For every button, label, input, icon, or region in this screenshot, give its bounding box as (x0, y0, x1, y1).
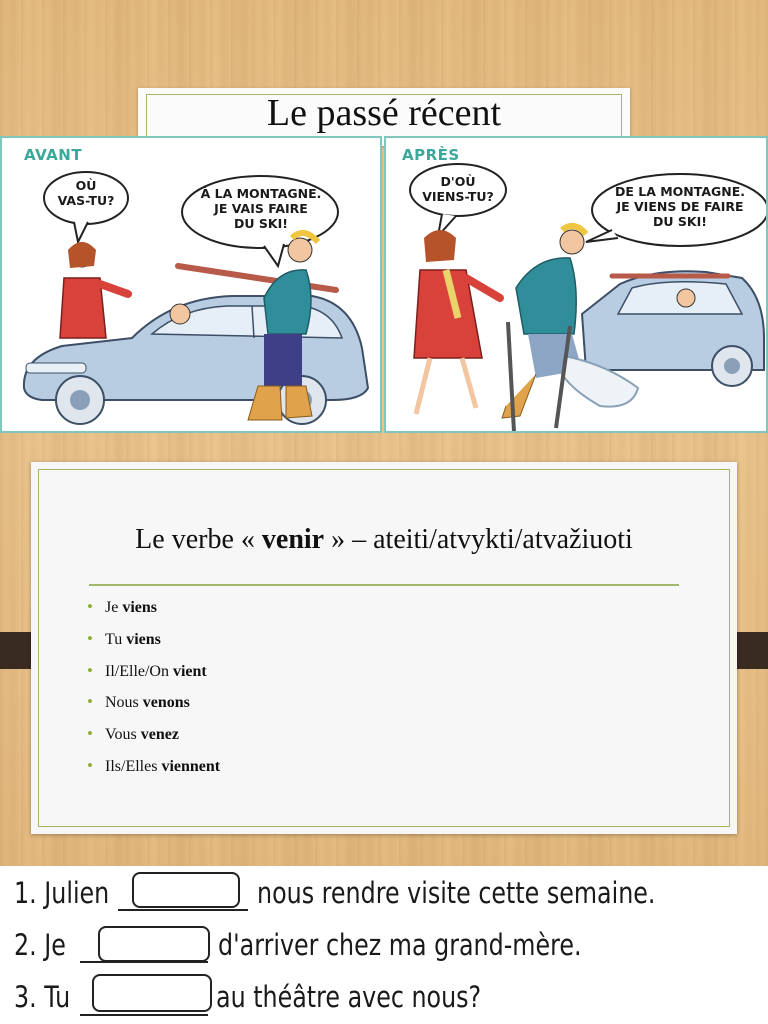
comic-panel-after (384, 136, 768, 433)
comic-panel-before (0, 136, 382, 433)
bubble-line: JE VIENS DE FAIRE (616, 199, 744, 214)
speech-bubble-de-la-montagne (596, 184, 764, 229)
bubble-line: VAS-TU? (57, 193, 115, 208)
bubble-line: DE LA MONTAGNE. (614, 184, 746, 199)
list-item (87, 631, 220, 663)
exercise-line-2-prefix: 2. Je (14, 928, 66, 962)
verb-form: venons (142, 694, 190, 712)
list-item (87, 758, 220, 790)
speech-bubble-ou-vas-tu (46, 178, 126, 208)
pronoun: Nous (105, 694, 143, 712)
verb-form: vient (172, 662, 207, 680)
exercise-line-3-prefix: 3. Tu (14, 980, 71, 1014)
page-title: Le passé récent (266, 92, 502, 134)
blank-underline (80, 1014, 208, 1016)
conjugation-list (87, 599, 220, 790)
bubble-line: DU SKI! (234, 216, 288, 231)
bubble-line: VIENS-TU? (422, 189, 494, 204)
verb-form: viens (122, 599, 157, 616)
bubble-line: DU SKI! (653, 214, 707, 229)
bubble-line: OÙ (75, 178, 97, 193)
bubble-line: D'OÙ (440, 174, 476, 189)
answer-box-3[interactable] (92, 974, 212, 1012)
panel-label-apres: APRÈS (402, 146, 460, 164)
list-item (87, 599, 220, 631)
bubble-line: JE VAIS FAIRE (214, 201, 308, 216)
exercise-line-2-rest: d'arriver chez ma grand-mère. (218, 928, 582, 962)
speech-bubble-a-la-montagne (186, 186, 336, 231)
exercise-panel (0, 866, 768, 1024)
answer-box-1[interactable] (132, 872, 240, 908)
blank-underline (118, 909, 248, 911)
verb-form: viens (126, 630, 161, 648)
list-item (87, 663, 220, 695)
pronoun: Tu (105, 630, 127, 648)
pronoun: Ils/Elles (105, 757, 162, 775)
verb-title-suffix: » – ateiti/atvykti/atvažiuoti (324, 524, 633, 555)
verb-form: venez (140, 726, 179, 744)
pronoun: Je (105, 599, 123, 616)
verb-card-title (31, 524, 737, 556)
pronoun: Vous (105, 726, 141, 744)
exercise-line-3-rest: au théâtre avec nous? (216, 980, 482, 1014)
verb-form: viennent (161, 757, 221, 775)
exercise-line-1-rest: nous rendre visite cette semaine. (257, 876, 656, 910)
answer-box-2[interactable] (98, 926, 210, 962)
bubble-line: À LA MONTAGNE. (200, 186, 322, 201)
divider (89, 584, 679, 586)
verb-title-prefix: Le verbe « (135, 524, 262, 555)
panel-label-avant: AVANT (24, 146, 83, 164)
exercise-line-1-prefix: 1. Julien (14, 876, 110, 910)
verb-card (31, 462, 737, 834)
list-item (87, 726, 220, 758)
list-item (87, 694, 220, 726)
verb-title-verb: venir (261, 524, 325, 555)
pronoun: Il/Elle/On (105, 662, 173, 680)
speech-bubble-dou-viens-tu (412, 174, 504, 204)
